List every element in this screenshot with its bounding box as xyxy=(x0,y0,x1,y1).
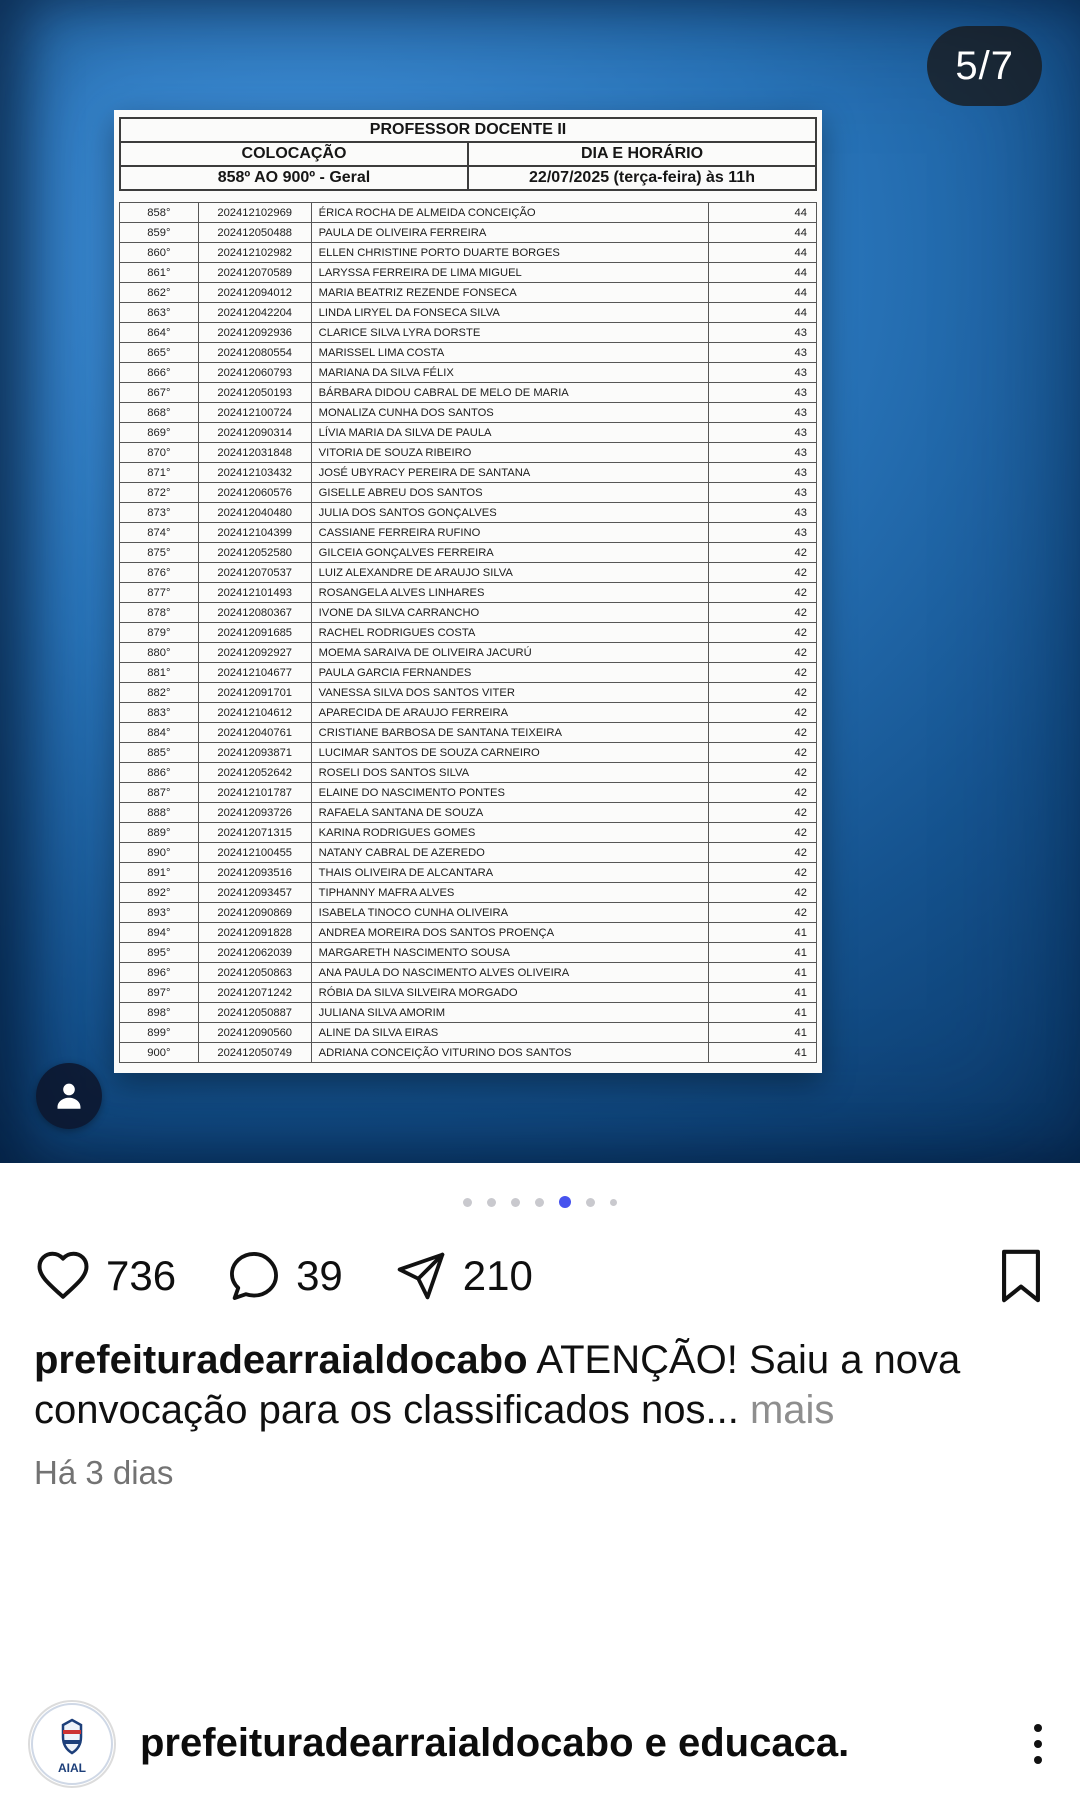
tagged-accounts-button[interactable] xyxy=(36,1063,102,1129)
table-row xyxy=(120,383,817,403)
table-row xyxy=(120,723,817,743)
carousel-dot xyxy=(511,1198,520,1207)
candidate-name-cell: MOEMA SARAIVA DE OLIVEIRA JACURÚ xyxy=(311,643,708,663)
candidate-name-cell: CRISTIANE BARBOSA DE SANTANA TEIXEIRA xyxy=(311,723,708,743)
svg-text:AIAL: AIAL xyxy=(58,1760,86,1775)
placement-cell: 893° xyxy=(120,903,199,923)
placement-cell: 888° xyxy=(120,803,199,823)
score-cell: 42 xyxy=(708,743,816,763)
table-row xyxy=(120,703,817,723)
registration-cell: 202412071242 xyxy=(198,983,311,1003)
placement-cell: 892° xyxy=(120,883,199,903)
more-options-icon[interactable] xyxy=(1024,1718,1052,1770)
share-icon[interactable] xyxy=(393,1249,449,1303)
score-cell: 42 xyxy=(708,603,816,623)
placement-cell: 860° xyxy=(120,243,199,263)
candidate-name-cell: LUCIMAR SANTOS DE SOUZA CARNEIRO xyxy=(311,743,708,763)
candidate-name-cell: LARYSSA FERREIRA DE LIMA MIGUEL xyxy=(311,263,708,283)
registration-cell: 202412092927 xyxy=(198,643,311,663)
classification-table xyxy=(119,202,817,1063)
score-cell: 44 xyxy=(708,303,816,323)
candidate-name-cell: ROSELI DOS SANTOS SILVA xyxy=(311,763,708,783)
candidate-name-cell: APARECIDA DE ARAUJO FERREIRA xyxy=(311,703,708,723)
candidate-name-cell: CASSIANE FERREIRA RUFINO xyxy=(311,523,708,543)
registration-cell: 202412093457 xyxy=(198,883,311,903)
candidate-name-cell: RÓBIA DA SILVA SILVEIRA MORGADO xyxy=(311,983,708,1003)
score-cell: 43 xyxy=(708,323,816,343)
table-row xyxy=(120,963,817,983)
carousel-dot xyxy=(463,1198,472,1207)
registration-cell: 202412060793 xyxy=(198,363,311,383)
score-cell: 42 xyxy=(708,583,816,603)
placement-cell: 899° xyxy=(120,1023,199,1043)
score-cell: 42 xyxy=(708,703,816,723)
registration-cell: 202412080367 xyxy=(198,603,311,623)
placement-cell: 883° xyxy=(120,703,199,723)
candidate-name-cell: LUIZ ALEXANDRE DE ARAUJO SILVA xyxy=(311,563,708,583)
placement-cell: 871° xyxy=(120,463,199,483)
registration-cell: 202412070537 xyxy=(198,563,311,583)
candidate-name-cell: LINDA LIRYEL DA FONSECA SILVA xyxy=(311,303,708,323)
carousel-dots xyxy=(0,1195,1080,1209)
placement-cell: 867° xyxy=(120,383,199,403)
like-count[interactable]: 736 xyxy=(106,1252,177,1299)
table-row xyxy=(120,1003,817,1023)
placement-cell: 873° xyxy=(120,503,199,523)
score-cell: 43 xyxy=(708,443,816,463)
candidate-name-cell: NATANY CABRAL DE AZEREDO xyxy=(311,843,708,863)
classification-table-body xyxy=(120,203,817,1063)
candidate-name-cell: PAULA DE OLIVEIRA FERREIRA xyxy=(311,223,708,243)
score-cell: 41 xyxy=(708,983,816,1003)
score-cell: 42 xyxy=(708,823,816,843)
registration-cell: 202412102969 xyxy=(198,203,311,223)
score-cell: 44 xyxy=(708,283,816,303)
candidate-name-cell: TIPHANNY MAFRA ALVES xyxy=(311,883,708,903)
table-row xyxy=(120,323,817,343)
placement-cell: 863° xyxy=(120,303,199,323)
score-cell: 42 xyxy=(708,663,816,683)
placement-cell: 895° xyxy=(120,943,199,963)
convocation-document xyxy=(114,110,822,1073)
registration-cell: 202412031848 xyxy=(198,443,311,463)
candidate-name-cell: PAULA GARCIA FERNANDES xyxy=(311,663,708,683)
candidate-name-cell: BÁRBARA DIDOU CABRAL DE MELO DE MARIA xyxy=(311,383,708,403)
registration-cell: 202412050887 xyxy=(198,1003,311,1023)
table-row xyxy=(120,463,817,483)
table-row xyxy=(120,203,817,223)
registration-cell: 202412050863 xyxy=(198,963,311,983)
table-row xyxy=(120,403,817,423)
score-cell: 42 xyxy=(708,903,816,923)
next-post-title[interactable]: prefeituradearraialdocabo e educaca. xyxy=(140,1721,850,1766)
table-row xyxy=(120,763,817,783)
score-cell: 43 xyxy=(708,383,816,403)
table-row xyxy=(120,303,817,323)
carousel-page-indicator: 5/7 xyxy=(927,26,1042,106)
candidate-name-cell: ELAINE DO NASCIMENTO PONTES xyxy=(311,783,708,803)
candidate-name-cell: MARISSEL LIMA COSTA xyxy=(311,343,708,363)
candidate-name-cell: ROSANGELA ALVES LINHARES xyxy=(311,583,708,603)
score-cell: 44 xyxy=(708,223,816,243)
score-cell: 42 xyxy=(708,543,816,563)
action-bar xyxy=(0,1243,1080,1309)
table-row xyxy=(120,643,817,663)
candidate-name-cell: GISELLE ABREU DOS SANTOS xyxy=(311,483,708,503)
candidate-name-cell: CLARICE SILVA LYRA DORSTE xyxy=(311,323,708,343)
placement-cell: 885° xyxy=(120,743,199,763)
table-row xyxy=(120,1043,817,1063)
score-cell: 41 xyxy=(708,1023,816,1043)
carousel-dot xyxy=(610,1199,617,1206)
score-cell: 41 xyxy=(708,1003,816,1023)
score-cell: 42 xyxy=(708,723,816,743)
score-cell: 43 xyxy=(708,463,816,483)
placement-cell: 858° xyxy=(120,203,199,223)
registration-cell: 202412100724 xyxy=(198,403,311,423)
score-cell: 42 xyxy=(708,563,816,583)
table-row xyxy=(120,243,817,263)
placement-cell: 865° xyxy=(120,343,199,363)
registration-cell: 202412103432 xyxy=(198,463,311,483)
registration-cell: 202412090560 xyxy=(198,1023,311,1043)
candidate-name-cell: MARIA BEATRIZ REZENDE FONSECA xyxy=(311,283,708,303)
score-cell: 43 xyxy=(708,343,816,363)
placement-cell: 876° xyxy=(120,563,199,583)
like-icon[interactable] xyxy=(34,1249,92,1303)
score-cell: 43 xyxy=(708,523,816,543)
registration-cell: 202412042204 xyxy=(198,303,311,323)
score-cell: 42 xyxy=(708,623,816,643)
placement-cell: 896° xyxy=(120,963,199,983)
carousel-dot xyxy=(535,1198,544,1207)
post-timestamp: Há 3 dias xyxy=(34,1453,174,1491)
placement-cell: 878° xyxy=(120,603,199,623)
registration-cell: 202412040480 xyxy=(198,503,311,523)
registration-cell: 202412052580 xyxy=(198,543,311,563)
carousel-dot xyxy=(586,1198,595,1207)
candidate-name-cell: MARIANA DA SILVA FÉLIX xyxy=(311,363,708,383)
candidate-name-cell: JOSÉ UBYRACY PEREIRA DE SANTANA xyxy=(311,463,708,483)
table-row xyxy=(120,343,817,363)
score-cell: 42 xyxy=(708,643,816,663)
score-cell: 41 xyxy=(708,1043,816,1063)
registration-cell: 202412060576 xyxy=(198,483,311,503)
placement-cell: 859° xyxy=(120,223,199,243)
document-header-table xyxy=(119,117,817,191)
next-post-header xyxy=(0,1700,1080,1788)
table-row xyxy=(120,363,817,383)
placement-cell: 897° xyxy=(120,983,199,1003)
registration-cell: 202412040761 xyxy=(198,723,311,743)
table-row xyxy=(120,683,817,703)
placement-cell: 889° xyxy=(120,823,199,843)
candidate-name-cell: MARGARETH NASCIMENTO SOUSA xyxy=(311,943,708,963)
table-row xyxy=(120,983,817,1003)
post-caption xyxy=(0,1335,1080,1436)
candidate-name-cell: ISABELA TINOCO CUNHA OLIVEIRA xyxy=(311,903,708,923)
score-cell: 42 xyxy=(708,683,816,703)
city-crest-logo xyxy=(30,1702,114,1786)
placement-cell: 874° xyxy=(120,523,199,543)
score-cell: 43 xyxy=(708,363,816,383)
candidate-name-cell: ADRIANA CONCEIÇÃO VITURINO DOS SANTOS xyxy=(311,1043,708,1063)
table-row xyxy=(120,603,817,623)
score-cell: 41 xyxy=(708,943,816,963)
registration-cell: 202412104399 xyxy=(198,523,311,543)
table-row xyxy=(120,483,817,503)
table-row xyxy=(120,263,817,283)
score-cell: 44 xyxy=(708,203,816,223)
score-cell: 44 xyxy=(708,263,816,283)
table-row xyxy=(120,783,817,803)
registration-cell: 202412093726 xyxy=(198,803,311,823)
profile-avatar[interactable] xyxy=(28,1700,116,1788)
candidate-name-cell: RAFAELA SANTANA DE SOUZA xyxy=(311,803,708,823)
registration-cell: 202412092936 xyxy=(198,323,311,343)
candidate-name-cell: THAIS OLIVEIRA DE ALCANTARA xyxy=(311,863,708,883)
placement-cell: 864° xyxy=(120,323,199,343)
score-cell: 42 xyxy=(708,803,816,823)
bookmark-icon[interactable] xyxy=(996,1247,1046,1305)
placement-cell: 877° xyxy=(120,583,199,603)
table-row xyxy=(120,923,817,943)
table-row xyxy=(120,623,817,643)
score-cell: 44 xyxy=(708,243,816,263)
registration-cell: 202412091685 xyxy=(198,623,311,643)
caption-username[interactable]: prefeituradearraialdocabo xyxy=(34,1338,528,1382)
document-title: PROFESSOR DOCENTE II xyxy=(120,118,816,142)
registration-cell: 202412080554 xyxy=(198,343,311,363)
candidate-name-cell: IVONE DA SILVA CARRANCHO xyxy=(311,603,708,623)
caption-more-link[interactable]: mais xyxy=(749,1388,835,1433)
registration-cell: 202412050488 xyxy=(198,223,311,243)
registration-cell: 202412091701 xyxy=(198,683,311,703)
table-row xyxy=(120,423,817,443)
registration-cell: 202412093871 xyxy=(198,743,311,763)
placement-cell: 884° xyxy=(120,723,199,743)
table-row xyxy=(120,1023,817,1043)
placement-cell: 894° xyxy=(120,923,199,943)
placement-cell: 870° xyxy=(120,443,199,463)
candidate-name-cell: RACHEL RODRIGUES COSTA xyxy=(311,623,708,643)
candidate-name-cell: JULIANA SILVA AMORIM xyxy=(311,1003,708,1023)
score-cell: 42 xyxy=(708,863,816,883)
placement-column-header: COLOCAÇÃO xyxy=(120,142,468,166)
placement-cell: 886° xyxy=(120,763,199,783)
score-cell: 43 xyxy=(708,423,816,443)
table-row xyxy=(120,843,817,863)
registration-cell: 202412101787 xyxy=(198,783,311,803)
placement-cell: 866° xyxy=(120,363,199,383)
candidate-name-cell: ANA PAULA DO NASCIMENTO ALVES OLIVEIRA xyxy=(311,963,708,983)
table-row xyxy=(120,903,817,923)
registration-cell: 202412070589 xyxy=(198,263,311,283)
placement-cell: 890° xyxy=(120,843,199,863)
placement-cell: 861° xyxy=(120,263,199,283)
placement-cell: 880° xyxy=(120,643,199,663)
registration-cell: 202412050749 xyxy=(198,1043,311,1063)
candidate-name-cell: ANDREA MOREIRA DOS SANTOS PROENÇA xyxy=(311,923,708,943)
placement-range: 858º AO 900º - Geral xyxy=(120,166,468,190)
candidate-name-cell: KARINA RODRIGUES GOMES xyxy=(311,823,708,843)
candidate-name-cell: GILCEIA GONÇALVES FERREIRA xyxy=(311,543,708,563)
placement-cell: 898° xyxy=(120,1003,199,1023)
placement-cell: 879° xyxy=(120,623,199,643)
score-cell: 42 xyxy=(708,763,816,783)
placement-cell: 882° xyxy=(120,683,199,703)
registration-cell: 202412104677 xyxy=(198,663,311,683)
schedule-value: 22/07/2025 (terça-feira) às 11h xyxy=(468,166,816,190)
candidate-name-cell: VANESSA SILVA DOS SANTOS VITER xyxy=(311,683,708,703)
registration-cell: 202412093516 xyxy=(198,863,311,883)
table-row xyxy=(120,523,817,543)
table-row xyxy=(120,503,817,523)
candidate-name-cell: ALINE DA SILVA EIRAS xyxy=(311,1023,708,1043)
table-row xyxy=(120,563,817,583)
caption-text: ATENÇÃO! Saiu a nova convocação para os classificados nos... xyxy=(34,1338,961,1433)
candidate-name-cell: MONALIZA CUNHA DOS SANTOS xyxy=(311,403,708,423)
score-cell: 41 xyxy=(708,923,816,943)
carousel-dot-active xyxy=(559,1196,571,1208)
placement-cell: 891° xyxy=(120,863,199,883)
table-row xyxy=(120,863,817,883)
registration-cell: 202412062039 xyxy=(198,943,311,963)
placement-cell: 872° xyxy=(120,483,199,503)
placement-cell: 862° xyxy=(120,283,199,303)
candidate-name-cell: ÉRICA ROCHA DE ALMEIDA CONCEIÇÃO xyxy=(311,203,708,223)
table-row xyxy=(120,743,817,763)
carousel-dot xyxy=(487,1198,496,1207)
registration-cell: 202412101493 xyxy=(198,583,311,603)
table-row xyxy=(120,663,817,683)
candidate-name-cell: ELLEN CHRISTINE PORTO DUARTE BORGES xyxy=(311,243,708,263)
placement-cell: 868° xyxy=(120,403,199,423)
table-row xyxy=(120,583,817,603)
score-cell: 43 xyxy=(708,403,816,423)
score-cell: 43 xyxy=(708,503,816,523)
registration-cell: 202412091828 xyxy=(198,923,311,943)
table-row xyxy=(120,283,817,303)
score-cell: 42 xyxy=(708,843,816,863)
score-cell: 43 xyxy=(708,483,816,503)
registration-cell: 202412090869 xyxy=(198,903,311,923)
score-cell: 41 xyxy=(708,963,816,983)
placement-cell: 881° xyxy=(120,663,199,683)
comment-count[interactable]: 39 xyxy=(296,1252,343,1299)
registration-cell: 202412090314 xyxy=(198,423,311,443)
candidate-name-cell: LÍVIA MARIA DA SILVA DE PAULA xyxy=(311,423,708,443)
placement-cell: 869° xyxy=(120,423,199,443)
table-row xyxy=(120,943,817,963)
placement-cell: 900° xyxy=(120,1043,199,1063)
table-row xyxy=(120,543,817,563)
placement-cell: 875° xyxy=(120,543,199,563)
table-row xyxy=(120,443,817,463)
registration-cell: 202412052642 xyxy=(198,763,311,783)
comment-icon[interactable] xyxy=(226,1249,282,1303)
share-count[interactable]: 210 xyxy=(462,1252,533,1299)
score-cell: 42 xyxy=(708,883,816,903)
registration-cell: 202412050193 xyxy=(198,383,311,403)
score-cell: 42 xyxy=(708,783,816,803)
placement-cell: 887° xyxy=(120,783,199,803)
registration-cell: 202412094012 xyxy=(198,283,311,303)
table-row xyxy=(120,883,817,903)
registration-cell: 202412104612 xyxy=(198,703,311,723)
registration-cell: 202412102982 xyxy=(198,243,311,263)
candidate-name-cell: VITORIA DE SOUZA RIBEIRO xyxy=(311,443,708,463)
table-row xyxy=(120,803,817,823)
person-icon xyxy=(52,1079,86,1113)
candidate-name-cell: JULIA DOS SANTOS GONÇALVES xyxy=(311,503,708,523)
table-row xyxy=(120,223,817,243)
registration-cell: 202412100455 xyxy=(198,843,311,863)
registration-cell: 202412071315 xyxy=(198,823,311,843)
schedule-column-header: DIA E HORÁRIO xyxy=(468,142,816,166)
table-row xyxy=(120,823,817,843)
